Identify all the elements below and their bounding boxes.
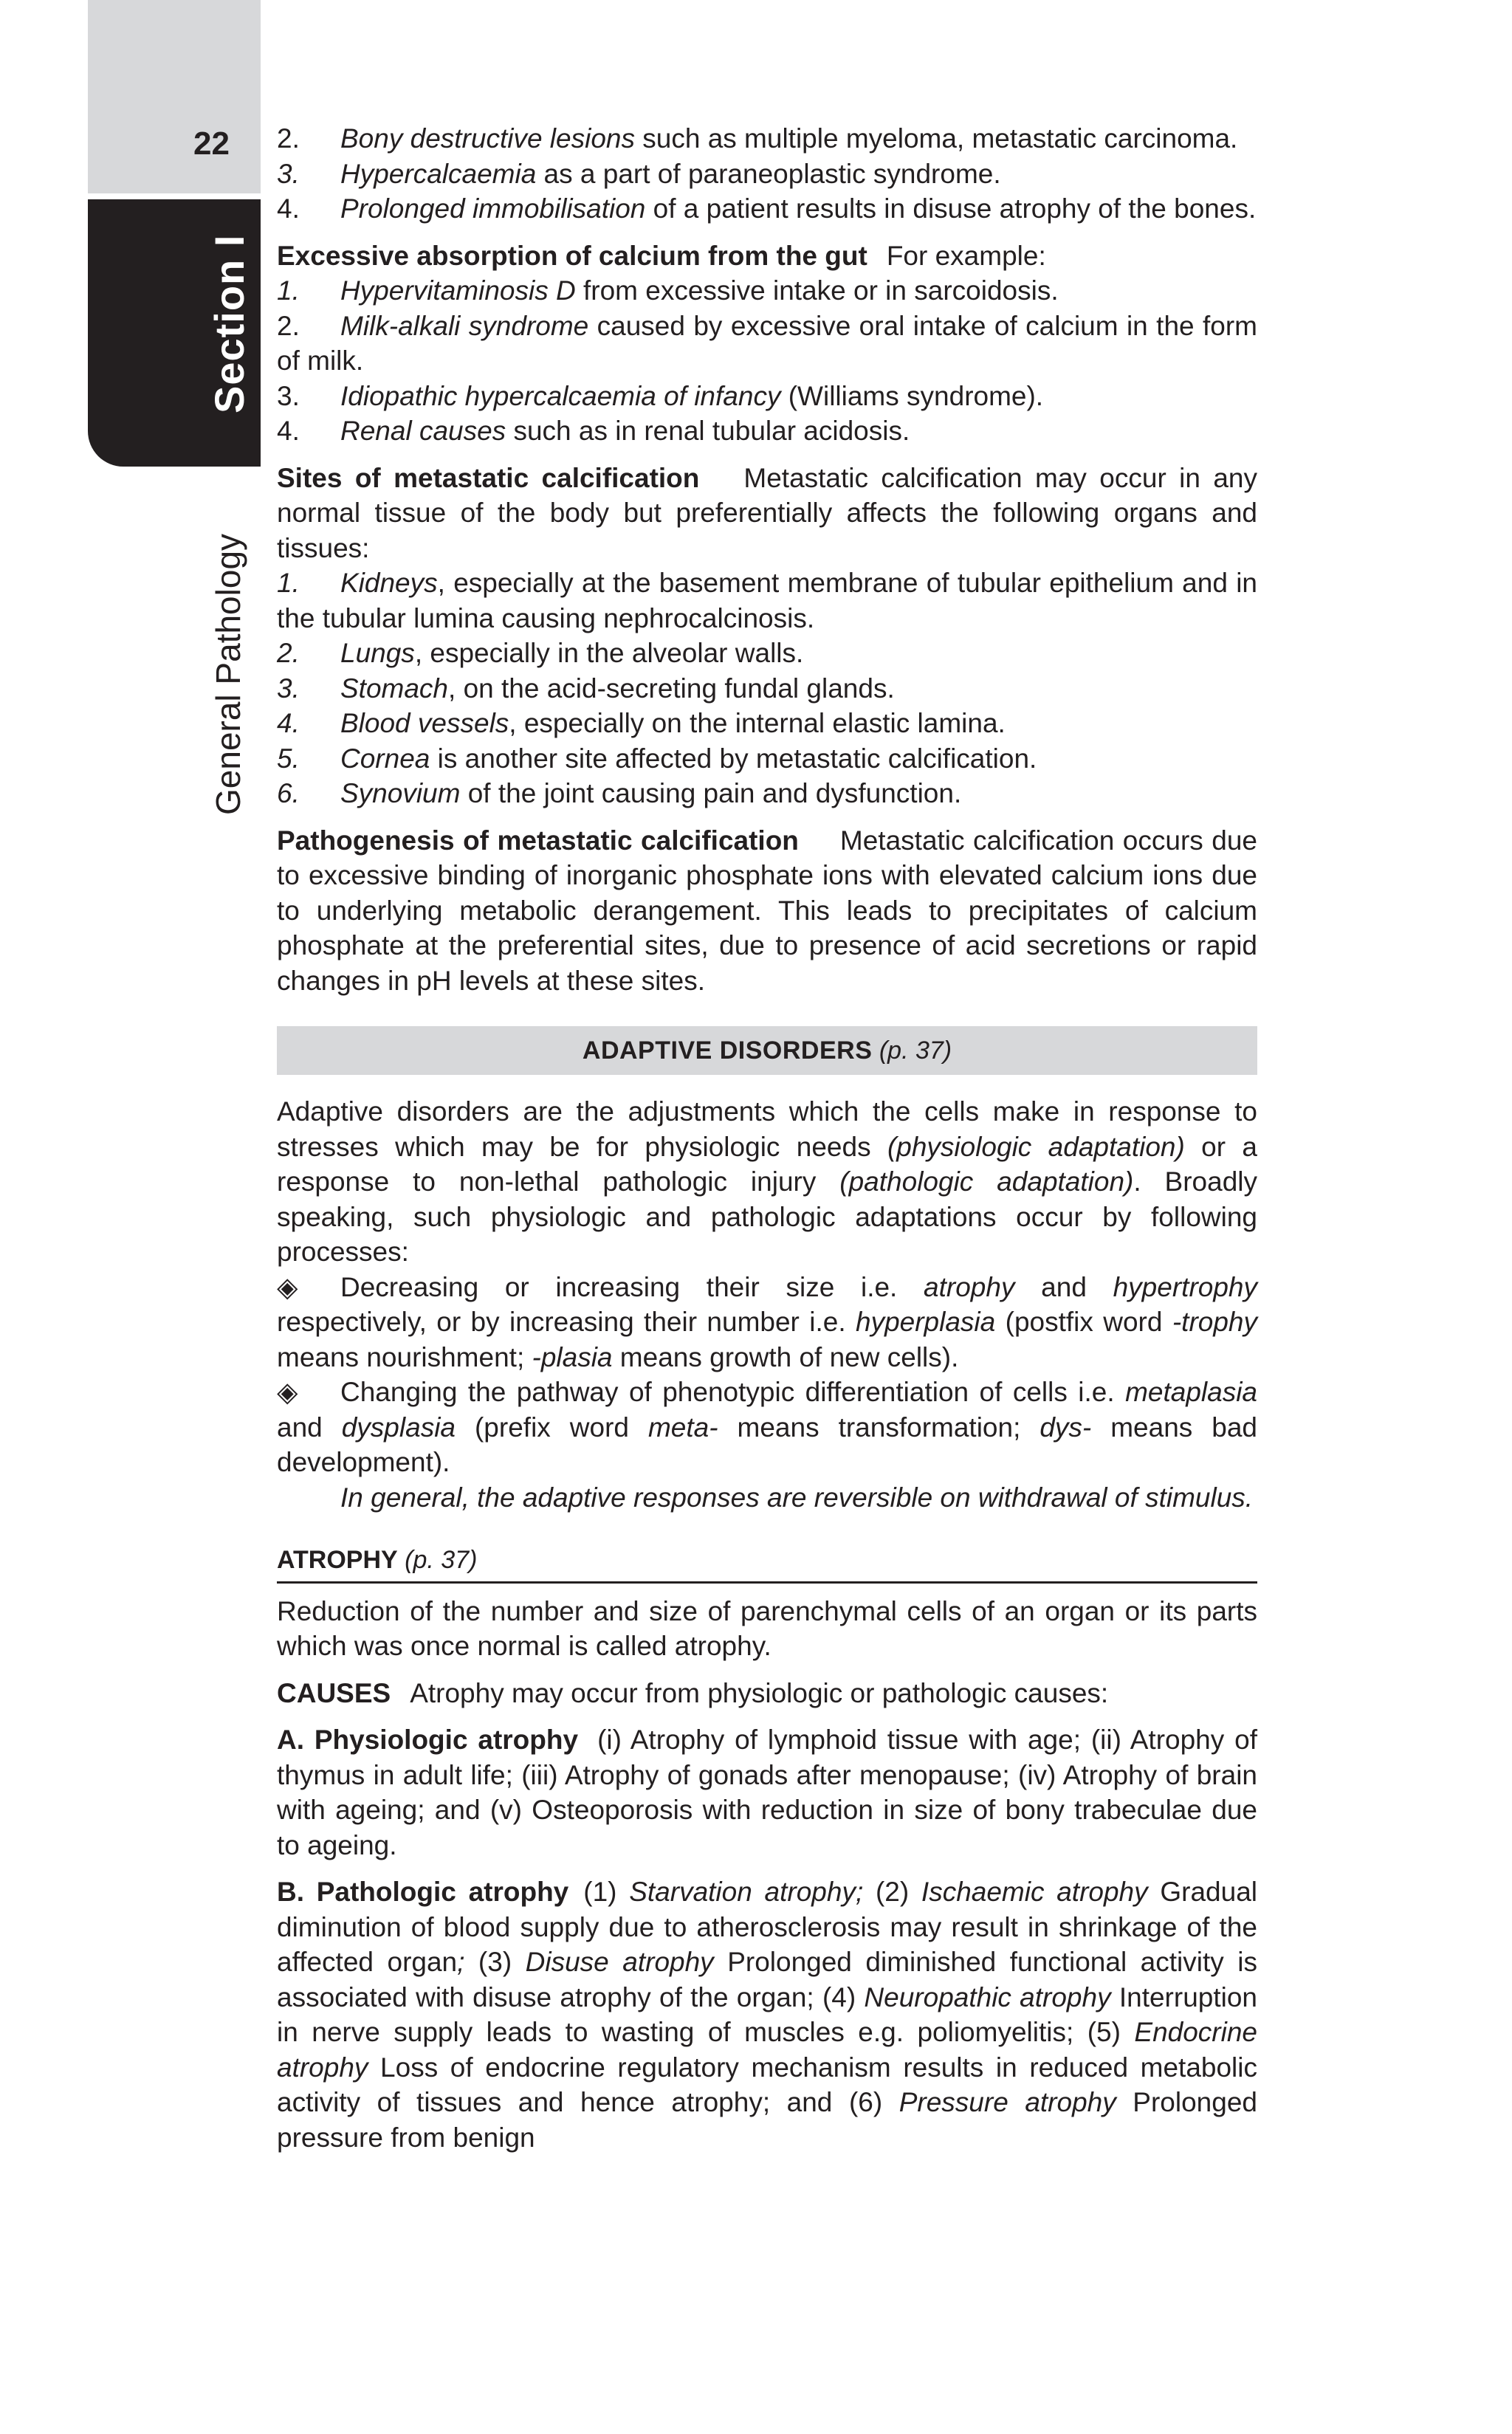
adaptive-intro: Adaptive disorders are the adjustments which the cells make in response to stresses which may be for physiologic needs (physiologic adaptation) or a response to non-lethal pathologic injury (pathologic adaptation). Broadly speaking, such physiologic and pathologic adaptations occur by following processes: — [277, 1096, 1258, 1267]
section-label: Section I — [206, 234, 252, 413]
physiologic-atrophy-paragraph: A. Physiologic atrophy (i) Atrophy of lymphoid tissue with age; (ii) Atrophy of thymus in adult life; (iii) Atrophy of gonads after menopause; (iv) Atrophy of brain with ageing; and (v) Osteoporosis with reduction in size of bony trabeculae due to ageing. — [277, 1725, 1257, 1860]
page-number: 22 — [193, 126, 230, 162]
page-content — [277, 121, 1257, 2155]
list-item: 3. Hypercalcaemia as a part of paraneoplastic syndrome. — [277, 158, 1001, 189]
list-item: 2. Bony destructive lesions such as multiple myeloma, metastatic carcinoma. — [277, 123, 1238, 154]
part-label: General Pathology — [209, 533, 247, 815]
margin-grey-band — [88, 0, 261, 193]
list-item: 2. Lungs, especially in the alveolar walls. — [277, 638, 804, 668]
pathogenesis-section — [277, 823, 1257, 999]
list-item: 4. Prolonged immobilisation of a patient results in disuse atrophy of the bones. — [277, 193, 1257, 224]
absorption-section — [277, 238, 1257, 449]
list-item: 1. Kidneys, especially at the basement membrane of tubular epithelium and in the tubular lumina causing nephrocalcinosis. — [277, 568, 1257, 633]
bullet-item: ◈ Decreasing or increasing their size i.e. atrophy and hypertrophy respectively, or by increasing their number i.e. hyperplasia (postfix word -trophy means nourishment; -plasia means growth of new cells). — [277, 1270, 1257, 1375]
causes-heading: CAUSES — [277, 1677, 391, 1708]
atrophy-section — [277, 1594, 1257, 2156]
band-title: ADAPTIVE DISORDERS — [582, 1036, 873, 1065]
sites-paragraph: Sites of metastatic calcification Metastatic calcification may occur in any normal tissue of the body but preferentially affects the following organs and tissues: — [277, 462, 1257, 563]
list-item: 2. Milk-alkali syndrome caused by excessive oral intake of calcium in the form of milk. — [277, 310, 1257, 376]
diamond-bullet-icon: ◈ — [277, 1271, 298, 1302]
list-item: 4. Blood vessels, especially on the internal elastic lamina. — [277, 708, 1006, 738]
bullet-item: ◈ Changing the pathway of phenotypic differentiation of cells i.e. metaplasia and dysplasia (prefix word meta- means transformation; dys- means bad development). — [277, 1375, 1257, 1480]
atrophy-definition: Reduction of the number and size of parenchymal cells of an organ or its parts which was once normal is called atrophy. — [277, 1595, 1257, 1661]
list-item: 4. Renal causes such as in renal tubular acidosis. — [277, 416, 910, 446]
absorption-heading: Excessive absorption of calcium from the gut — [277, 240, 867, 271]
causes-paragraph: CAUSES Atrophy may occur from physiologic or pathologic causes: — [277, 1677, 1109, 1708]
atrophy-heading: ATROPHY (p. 37) — [277, 1543, 1257, 1584]
physiologic-atrophy-heading: A. Physiologic atrophy — [277, 1725, 579, 1755]
pathologic-atrophy-paragraph: B. Pathologic atrophy (1) Starvation atrophy; (2) Ischaemic atrophy Gradual diminution of blood supply due to atherosclerosis may result in shrinkage of the affected organ; (3) Disuse atrophy Prolonged diminished functional activity is associated with disuse atrophy of the organ; (4) Neuropathic atrophy Interruption in nerve supply leads to wasting of muscles e.g. poliomyelitis; (5) Endocrine atrophy Loss of endocrine regulatory mechanism results in reduced metabolic activity of tissues and hence atrophy; and (6) Pressure atrophy Prolonged pressure from benign — [277, 1877, 1258, 2153]
pathologic-atrophy-heading: B. Pathologic atrophy — [277, 1877, 569, 1907]
pathogenesis-heading: Pathogenesis of metastatic calcification — [277, 825, 799, 856]
list-item: 3. Stomach, on the acid-secreting fundal glands. — [277, 673, 895, 704]
list-item: 5. Cornea is another site affected by metastatic calcification. — [277, 743, 1037, 774]
pathogenesis-paragraph: Pathogenesis of metastatic calcification Metastatic calcification occurs due to excessive binding of inorganic phosphate ions with elevated calcium ions due to underlying metabolic derangement. This leads to precipitates of calcium phosphate at the preferential sites, due to presence of acid secretions or rapid changes in pH levels at these sites. — [277, 825, 1257, 996]
section-band-adaptive-disorders — [277, 1026, 1257, 1075]
adaptive-general-note: In general, the adaptive responses are reversible on withdrawal of stimulus. — [340, 1482, 1254, 1513]
list-item: 3. Idiopathic hypercalcaemia of infancy (Williams syndrome). — [277, 380, 1044, 411]
atrophy-page-ref: (p. 37) — [405, 1546, 478, 1574]
adaptive-section — [277, 1094, 1257, 1515]
continued-list — [277, 121, 1257, 227]
list-item: 6. Synovium of the joint causing pain and dysfunction. — [277, 778, 962, 808]
sites-section — [277, 461, 1257, 811]
diamond-bullet-icon: ◈ — [277, 1377, 298, 1407]
absorption-paragraph: Excessive absorption of calcium from the gut For example: — [277, 240, 1046, 271]
band-page-ref: (p. 37) — [879, 1036, 952, 1065]
list-item: 1. Hypervitaminosis D from excessive intake or in sarcoidosis. — [277, 275, 1059, 306]
sites-heading: Sites of metastatic calcification — [277, 462, 700, 493]
